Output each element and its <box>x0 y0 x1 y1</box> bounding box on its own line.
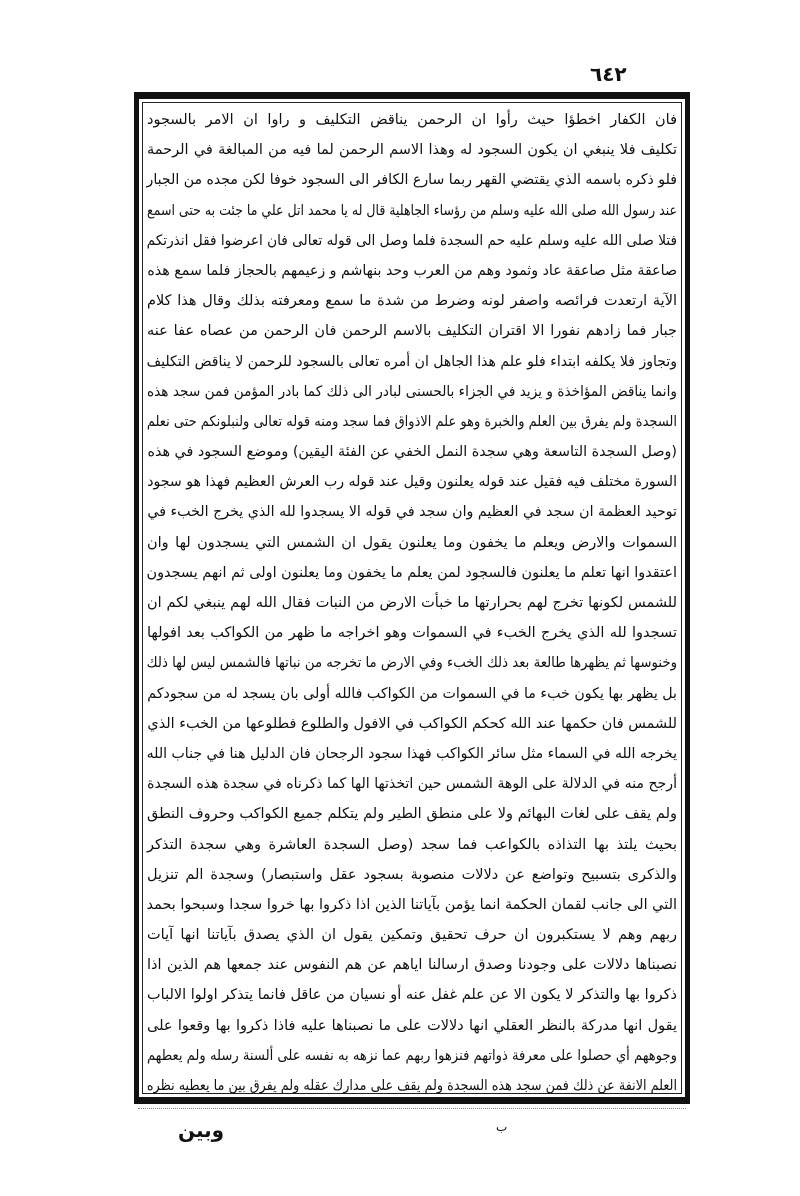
text-line: بل يظهر بها يكون خبء ما في السموات من الكواكب فالله أولى بان يسجد له من سجودكم <box>147 685 678 702</box>
text-line: للشمس فان حكمها عند الله كحكم الكواكب في الافول والطلوع فطلوعها من الخبء الذي <box>147 715 678 732</box>
text-line: عند رسول الله صلى الله عليه وسلم من رؤساء الجاهلية قال له يا محمد اتل علي ما جئت به حتى اسمع <box>147 202 677 219</box>
text-line: (وصل السجدة التاسعة وهي سجدة النمل الخفي عن الفئة اليقين) وموضع السجود في هذه <box>147 444 678 461</box>
text-line: وانما يناقض المؤاخذة و يزيد في الجزاء بالحسنى لبادر الى ذلك كما بادر المؤمن فمن سجد هذه <box>146 383 677 400</box>
text-line: الآية ارتعدت فرائصه واصفر لونه وضرط من شدة ما سمع ومعرفته بذلك وقال هذا كلام <box>147 293 677 310</box>
text-line: تكليف فلا ينبغي ان يكون السجود له وهذا الاسم الرحمن لما فيه من المبالغة في الرحمة <box>147 142 677 159</box>
text-frame-border <box>134 92 690 1104</box>
text-line: وجوههم أي حصلوا على معرفة ذواتهم فنزهوا ربهم عما نزهه به نفسه على ألسنة رسله ولم يعطهم <box>146 1047 678 1064</box>
text-line: صاعقة مثل صاعقة عاد وثمود وهم من العرب وحد بنهاشم و زعيمهم بالحجاز فلما سمع هذه <box>147 262 677 279</box>
text-line: تسجدوا لله الذي يخرج الخبء في السموات وهو اخراجه ما ظهر من الكواكب بعد افولها <box>147 625 677 642</box>
text-line: ذكروا بها والتذكر لا يكون الا عن علم غفل عنه أو نسيان من عاقل فانما يتذكر اولوا الالباب <box>147 987 677 1004</box>
text-line: وتجاوز فلا يكلفه ابتداء فلو علم هذا الجاهل ان أمره تعالى بالسجود للرحمن لا يناقض التكليف <box>146 353 678 370</box>
text-line: فلو ذكره باسمه الذي يقتضي القهر ربما سارع الكافر الى السجود خوفا لكن مجده من الجبار <box>146 172 678 189</box>
text-line: السجدة ولم يفرق بين العلم والخبرة وهو علم الاذواق فما سجد ومنه قوله تعالى ولنبلونكم حتى نعلم <box>146 413 677 430</box>
text-line: اعتقدوا انها تعلم ما يعلنون فالسجود لمن يعلم ما يخفون وما يعلنون اولى ثم انهم يسجدون <box>146 564 678 581</box>
text-line: السورة مختلف فيه فقيل عند قوله يعلنون وقيل عند قوله رب العرش العظيم فهذا هو سجود <box>147 474 677 491</box>
text-line: فان الكفار اخطؤا حيث رأوا ان الرحمن يناقض التكليف و راوا ان الامر بالسجود <box>147 112 677 128</box>
text-line: السموات والارض ويعلم ما يخفون وما يعلنون يقول ان الشمس التي يسجدون لها وان <box>147 534 677 551</box>
text-line: فتلا صلى الله عليه وسلم عليه حم السجدة فلما وصل الى قوله تعالى فان اعرضوا فقل انذرتكم <box>146 232 677 249</box>
signature-mark: ب <box>496 1120 508 1134</box>
catchword: وبين <box>178 1118 225 1142</box>
bottom-rule <box>138 1108 686 1109</box>
text-line: نصبناها دلالات على وجودنا وصدق ارسالنا اياهم عن هم النفوس عند جمعها هم الذين اذا <box>147 957 677 974</box>
text-line: للشمس لكونها تخرج لهم بحرارتها ما خبأت الارض من النبات فقال الله لهم ينبغي لكم ان <box>147 595 677 611</box>
text-line: العلم الانفة عن ذلك فمن سجد هذه السجدة ولم يقف على مدارك عقله ولم يفرق بين ما يعطيه نظره <box>146 1078 677 1094</box>
text-line: يخرجه الله في السماء مثل سائر الكواكب فهذا سجود الرجحان فان الدليل هنا في جناب الله <box>146 745 678 762</box>
text-line: جبار فما زادهم نفورا الا اقتران التكليف بالاسم الرحمن فان الرحمن من عصاه عفا عنه <box>147 323 677 340</box>
text-line: توحيد العظمة ان سجد في العظيم وان سجد في قوله الا يسجدوا لله الذي يخرج الخبء في <box>147 504 677 521</box>
text-line: يقول انها مدركة بالنظر العقلي انها دلالات على ما نصبناها عليه فاذا ذكروا بها وقعوا على <box>147 1017 677 1034</box>
text-line: ربهم وهم لا يستكبرون ان حرف تحقيق وتمكين يقول ان الذي يصدق بآياتنا انها آيات <box>147 927 677 944</box>
text-line: بحيث يلتذ بها التذاذه بالكواعب فما سجد (وصل السجدة العاشرة وهي سجدة التذكر <box>147 836 677 853</box>
text-line: وخنوسها ثم يظهرها طالعة بعد ذلك الخبء وفي الارض ما تخرجه من نباتها فالشمس ليس لها ذلك <box>146 655 677 672</box>
text-line: والذكرى بتسبيح وتواضع عن دلالات منصوبة بسجود عقل واستبصار) وسجدة الم تنزيل <box>147 866 677 883</box>
text-line: ولم يقف على لغات البهائم ولا على منطق الطير ولم يتكلم جميع الكواكب وحروف النطق <box>147 806 677 823</box>
body-text <box>147 105 677 1093</box>
page-number: ٦٤٢ <box>590 62 627 86</box>
text-line: التي الى جانب لقمان الحكمة انما يؤمن بآياتنا الذين اذا ذكروا بها خروا سجدا وسبحوا بحمد <box>146 896 677 913</box>
text-line: أرجح منه في الدلالة على الوهة الشمس حين اتخذتها الها كما ذكرناه في سجدة هذه السجدة <box>147 776 677 793</box>
